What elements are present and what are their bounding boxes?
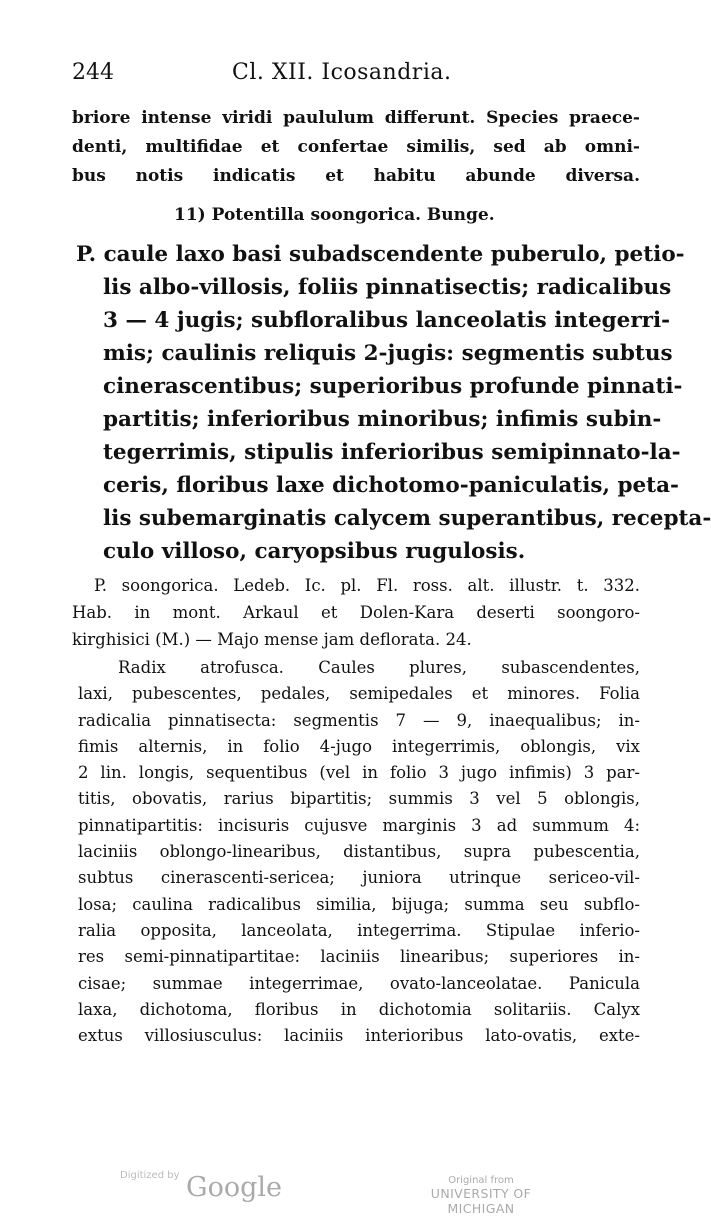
text-line: P. caule laxo basi subadscendente puberulo, petio- [76,242,685,267]
text-line: lis albo-villosis, foliis pinnatisectis; radicalibus [103,275,672,300]
text-line: titis, obovatis, rarius bipartitis; summis 3 vel 5 oblongis, [78,789,640,809]
intro-paragraph [72,104,640,191]
text-line: lis subemarginatis calycem superantibus, recepta- [103,506,711,531]
text-line: denti, multifidae et confertae similis, sed ab omni- [72,137,640,157]
text-line: partitis; inferioribus minoribus; infimis subin- [103,407,662,432]
text-line: laxi, pubescentes, pedales, semipedales et minores. Folia [78,684,640,704]
text-line: radicalia pinnatisecta: segmentis 7 — 9, inaequalibus; in- [78,710,640,730]
text-line: Radix atrofusca. Caules plures, subascendentes, [118,658,640,677]
text-line: fimis alternis, in folio 4-jugo integerrimis, oblongis, vix [78,736,640,756]
text-line: bus notis indicatis et habitu abunde diversa. [72,166,640,186]
digitized-by-label: Digitized by [120,1170,180,1181]
text-line: culo villoso, caryopsibus rugulosis. [103,539,526,564]
text-line: tegerrimis, stipulis inferioribus semipinnato-la- [103,440,681,465]
running-head: Cl. XII. Icosandria. [232,60,452,85]
text-line: subtus cinerascenti-sericea; juniora utrinque sericeo-vil- [78,868,640,888]
text-line: extus villosiusculus: laciniis interioribus lato-ovatis, exte- [78,1026,640,1046]
diagnosis-paragraph [76,238,711,568]
page-header [72,60,640,90]
text-line: 2 lin. longis, sequentibus (vel in folio 3 jugo infimis) 3 par- [78,763,640,783]
text-line: res semi-pinnatipartitae: laciniis linearibus; superiores in- [78,947,640,967]
text-line: Hab. in mont. Arkaul et Dolen-Kara deserti soongoro- [72,603,640,622]
text-line: laxa, dichotoma, floribus in dichotomia solitariis. Calyx [78,999,640,1019]
original-from-label: Original from [448,1175,514,1186]
page-number: 244 [72,60,114,85]
text-line: cinerascentibus; superioribus profunde pinnati- [103,374,683,399]
text-line: losa; caulina radicalibus similia, bijuga; summa seu subflo- [78,894,640,914]
text-line: pinnatipartitis: incisuris cujusve marginis 3 ad summum 4: [78,815,640,835]
text-line: 3 — 4 jugis; subfloralibus lanceolatis integerri- [103,308,671,333]
text-line: cisae; summae integerrimae, ovato-lanceolatae. Panicula [78,973,640,993]
species-heading: 11) Potentilla soongorica. Bunge. [174,205,495,225]
text-line: mis; caulinis reliquis 2-jugis: segmentis subtus [103,341,673,366]
text-line: kirghisici (M.) — Majo mense jam deflorata. 24. [72,630,472,649]
university-label: UNIVERSITY OF MICHIGAN [430,1186,532,1216]
description-paragraph [78,655,640,1049]
text-line: laciniis oblongo-linearibus, distantibus, supra pubescentia, [78,842,640,862]
reference-paragraph [72,572,640,653]
original-source [396,1175,566,1216]
google-logo: Google [186,1172,282,1203]
text-line: P. soongorica. Ledeb. Ic. pl. Fl. ross. alt. illustr. t. 332. [94,576,640,595]
text-line: ralia opposita, lanceolata, integerrima. Stipulae inferio- [78,920,640,940]
text-line: briore intense viridi paululum differunt. Species praece- [72,108,640,128]
text-line: ceris, floribus laxe dichotomo-paniculatis, peta- [103,473,679,498]
